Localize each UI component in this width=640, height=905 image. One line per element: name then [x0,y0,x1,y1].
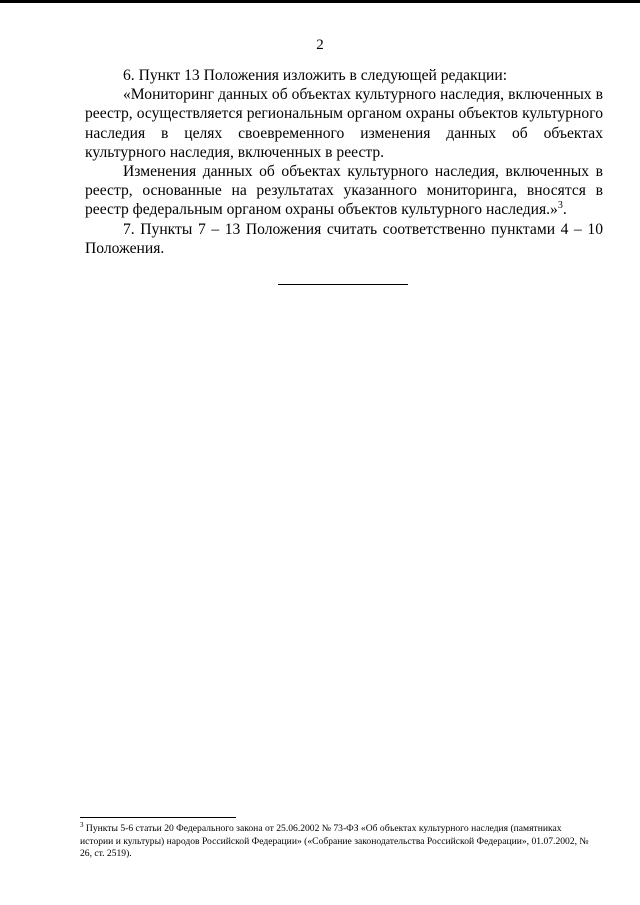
footnote-text: Пункты 5-6 статьи 20 Федерального закона от 25.06.2002 № 73-ФЗ «Об объектах культурного наследия (памятниках истории и культуры) народов Российской Федерации» («Собрание законодательства Российской Федерации», 01.07.2002, № 26, ст. 2519). [80,823,589,860]
paragraph-end-punctuation: . [562,201,567,219]
footnote-reference: 3 [557,200,563,212]
paragraph-changes [85,162,603,220]
paragraph-monitoring [85,85,603,162]
footnote [80,820,590,861]
page-number: 2 [316,37,324,53]
paragraph-text: 7. Пункты 7 – 13 Положения считать соответственно пунктами 4 – 10 Положения. [85,220,603,257]
footnote-mark: 3 [80,820,84,829]
paragraph-text: Изменения данных об объектах культурного наследия, включенных в реестр, основанные на результатах указанного мониторинга, вносятся в реестр федеральным органом охраны объектов культурного наследия.» [85,163,603,219]
document-body [85,66,603,258]
top-border-line [0,0,640,3]
end-of-text-line [278,284,408,285]
paragraph-text: «Мониторинг данных об объектах культурного наследия, включенных в реестр, осуществляется региональным органом охраны объектов культурного наследия в целях своевременного изменения данных об объектах культурного наследия, включенных в реестр. [85,86,603,161]
paragraph-item-7 [85,220,603,258]
paragraph-item-6 [85,66,603,85]
paragraph-text: 6. Пункт 13 Положения изложить в следующей редакции: [123,67,508,84]
footnote-separator [80,817,236,818]
